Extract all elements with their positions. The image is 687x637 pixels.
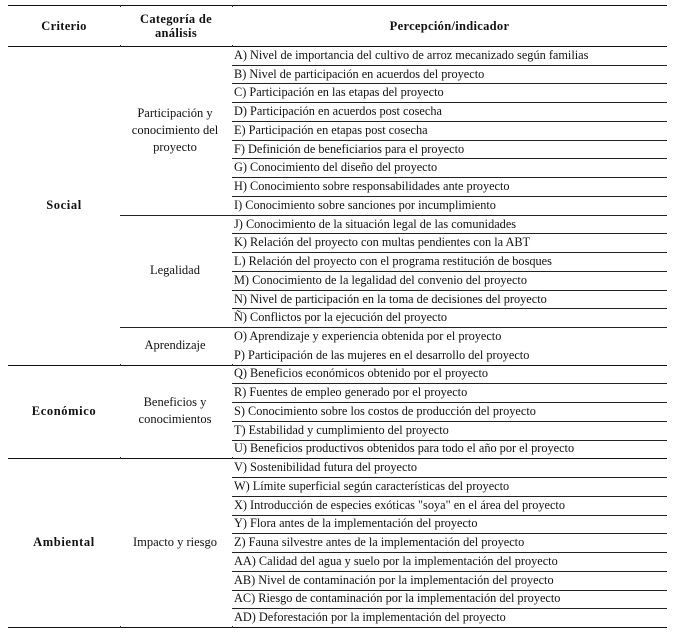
indicator-row: AC) Riesgo de contaminación por la implementación del proyecto [234, 591, 561, 606]
header-column-tick [120, 5, 121, 7]
header-criterio: Criterio [41, 18, 87, 33]
categoria-label [120, 327, 230, 364]
indicator-row: AB) Nivel de contaminación por la implementación del proyecto [234, 572, 554, 587]
indicator-row: K) Relación del proyecto con multas pendientes con la ABT [234, 235, 531, 250]
indicator-row: B) Nivel de participación en acuerdos del proyecto [234, 66, 485, 81]
categoria-text [144, 337, 205, 354]
indicator-row: O) Aprendizaje y experiencia obtenida por el proyecto [234, 328, 502, 343]
indicator-row: AA) Calidad del agua y suelo por la implementación del proyecto [234, 553, 558, 568]
criterio-label: Social [46, 197, 82, 212]
header-column-tick [232, 5, 233, 7]
indicators-table [8, 5, 667, 628]
indicator-row: F) Definición de beneficiarios para el proyecto [234, 141, 465, 156]
header-categoria-line1: Categoría de [140, 11, 212, 26]
categoria-label [120, 458, 230, 627]
categoria-label [120, 365, 230, 459]
indicator-row: W) Límite superficial según características del proyecto [234, 478, 510, 493]
indicator-row: R) Fuentes de empleo generado por el proyecto [234, 385, 468, 400]
indicator-row: Q) Beneficios económicos obtenido por el proyecto [234, 366, 489, 381]
indicator-row: Ñ) Conflictos por la ejecución del proyecto [234, 310, 448, 325]
indicator-row: J) Conocimiento de la situación legal de las comunidades [234, 216, 517, 231]
indicator-row: E) Participación en etapas post cosecha [234, 122, 428, 137]
categoria-line: conocimiento del [131, 122, 219, 137]
indicator-row: L) Relación del proyecto con el programa restitución de bosques [234, 254, 552, 269]
indicator-row: M) Conocimiento de la legalidad del convenio del proyecto [234, 272, 527, 287]
indicator-row: S) Conocimiento sobre los costos de producción del proyecto [234, 403, 536, 418]
categoria-line: Participación y [137, 105, 213, 120]
criterio-label: Económico [31, 403, 97, 418]
header-categoria-line2: análisis [155, 25, 197, 40]
table-bottom-rule [8, 627, 667, 628]
categoria-line: conocimientos [138, 412, 212, 427]
indicator-row: I) Conocimiento sobre sanciones por incumplimiento [234, 197, 496, 212]
indicator-row: H) Conocimiento sobre responsabilidades ante proyecto [234, 179, 510, 194]
categoria-line: Legalidad [150, 263, 200, 278]
indicator-row: X) Introducción de especies exóticas "soya" en el área del proyecto [234, 497, 565, 512]
categoria-label [120, 46, 230, 215]
criterio-label: Ambiental [33, 535, 95, 550]
categoria-text [139, 394, 212, 428]
categoria-text [133, 534, 217, 551]
indicator-row: A) Nivel de importancia del cultivo de arroz mecanizado según familias [234, 47, 589, 62]
column-tick [232, 626, 233, 628]
column-tick [120, 626, 121, 628]
categoria-line: Impacto y riesgo [132, 535, 217, 550]
indicator-row: AD) Deforestación por la implementación del proyecto [234, 610, 506, 625]
categoria-text [150, 262, 200, 279]
indicator-row: N) Nivel de participación en la toma de decisiones del proyecto [234, 291, 547, 306]
categoria-line: Aprendizaje [144, 338, 206, 353]
indicator-row: T) Estabilidad y cumplimiento del proyecto [234, 422, 449, 437]
indicator-row: D) Participación en acuerdos post cosecha [234, 104, 442, 119]
categoria-text [132, 105, 218, 156]
categoria-line: proyecto [153, 139, 197, 154]
categoria-label [120, 215, 230, 327]
header-percepcion: Percepción/indicador [389, 18, 510, 33]
indicator-row: U) Beneficios productivos obtenidos para todo el año por el proyecto [234, 441, 575, 456]
indicator-row: G) Conocimiento del diseño del proyecto [234, 160, 438, 175]
indicator-row: Y) Flora antes de la implementación del proyecto [234, 516, 478, 531]
header-categoria [120, 5, 232, 46]
indicator-row: V) Sostenibilidad futura del proyecto [234, 460, 418, 475]
indicator-row: C) Participación en las etapas del proyecto [234, 85, 444, 100]
categoria-line: Beneficios y [143, 395, 207, 410]
indicator-row: Z) Fauna silvestre antes de la implementación del proyecto [234, 535, 525, 550]
indicator-row: P) Participación de las mujeres en el desarrollo del proyecto [234, 347, 530, 362]
